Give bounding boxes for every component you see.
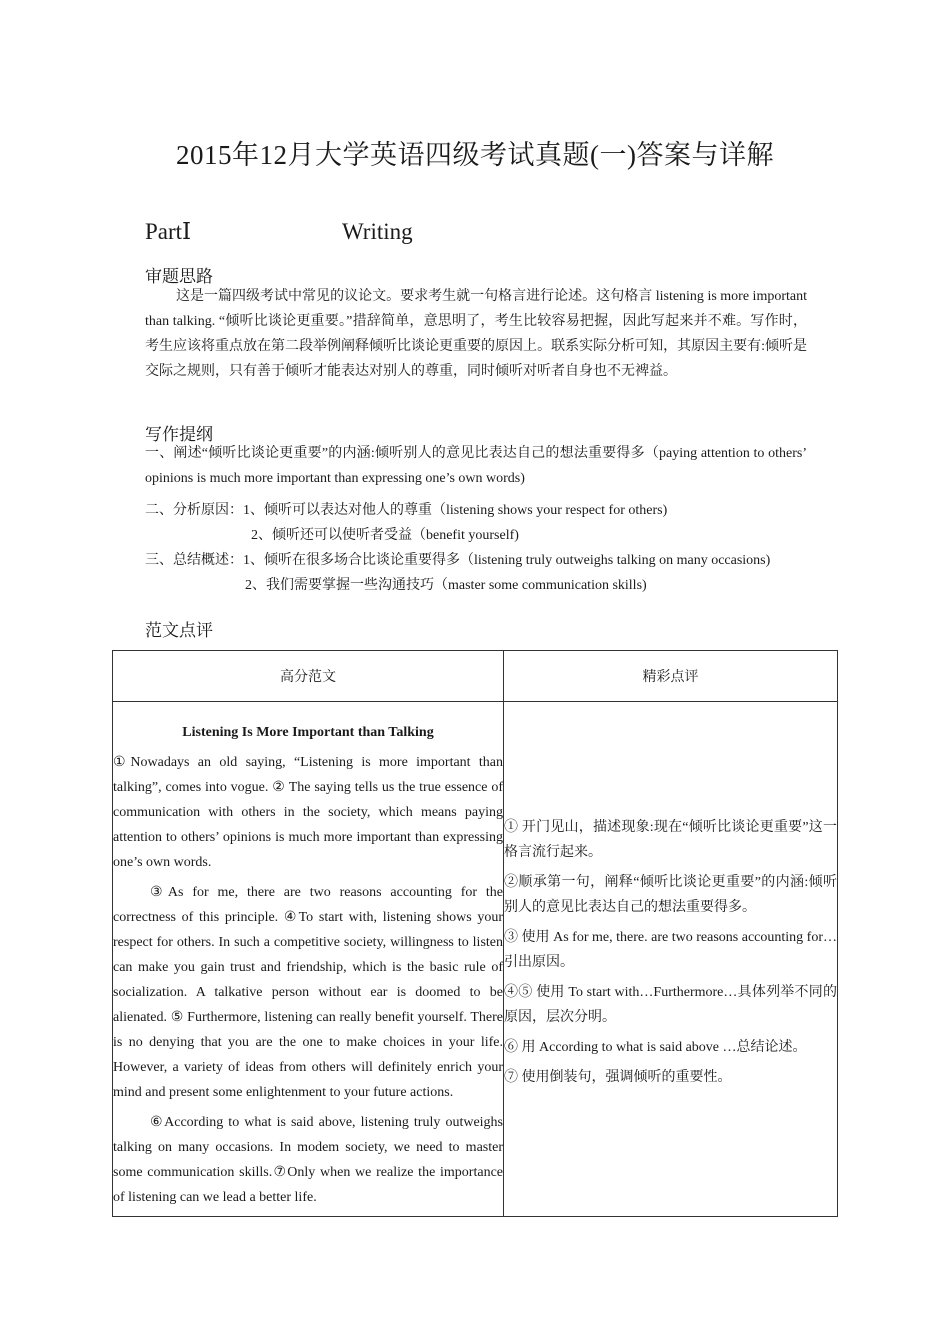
comment-1: ① 开门见山，描述现象:现在“倾听比谈论更重要”这一格言流行起来。 [504, 820, 837, 860]
outline-item-3a: 三、总结概述：1、倾听在很多场合比谈论重要得多（listening truly outweighs talking on many occasions) [145, 553, 771, 568]
part-label: PartⅠ [145, 219, 192, 244]
table-header-row [113, 651, 838, 702]
part-heading [145, 219, 413, 245]
outline-heading: 写作提纲 [145, 425, 213, 444]
comment-2: ②顺承第一句，阐释“倾听比谈论更重要”的内涵:倾听别人的意见比表达自己的想法重要得多。 [504, 875, 837, 915]
header-comments: 精彩点评 [504, 651, 838, 702]
outline-item-1: 一、阐述“倾听比谈论更重要”的内涵:倾听别人的意见比表达自己的想法重要得多（paying attention to others’ opinions is much more important than expressing one’s own words) [145, 446, 807, 486]
comment-4: ④⑤ 使用 To start with…Furthermore…具体列举不同的原因，层次分明。 [504, 985, 837, 1025]
comment-3: ③ 使用 As for me, there. are two reasons accounting for…引出原因。 [504, 930, 837, 970]
table-row [113, 702, 838, 1217]
document-title: 2015年12月大学英语四级考试真题(一)答案与详解 [176, 140, 774, 170]
essay-cell [113, 702, 504, 1217]
essay-paragraph-1: ①Nowadays an old saying, “Listening is more important than talking”, comes into vogue. ② The saying tells us the true essence of communication with others in the society, which means paying attention to others’ opinions is much more important than expressing one’s own words. [113, 755, 503, 870]
comment-5: ⑥ 用 According to what is said above …总结论述。 [504, 1040, 807, 1055]
outline-item-2a: 二、分析原因：1、倾听可以表达对他人的尊重（listening shows your respect for others) [145, 503, 668, 518]
analysis-heading: 审题思路 [145, 267, 213, 286]
outline-item-2b: 2、倾听还可以使听者受益（benefit yourself) [251, 528, 519, 543]
part-name: Writing [342, 219, 413, 244]
essay-title: Listening Is More Important than Talking [182, 725, 434, 740]
header-essay: 高分范文 [113, 651, 504, 702]
comment-6: ⑦ 使用倒装句，强调倾听的重要性。 [504, 1070, 732, 1085]
analysis-paragraph: 这是一篇四级考试中常见的议论文。要求考生就一句格言进行论述。这句格言 listening is more important than talking. “倾听比谈论更重要。”措辞简单，意思明了，考生比较容易把握，因此写起来并不难。写作时，考生应该将重点放在第二段举例阐释倾听比谈论更重要的原因上。联系实际分析可知，其原因主要有:倾听是交际之规则，只有善于倾听才能表达对别人的尊重，同时倾听对听者自身也不无裨益。 [145, 289, 807, 379]
comments-cell [504, 702, 838, 1217]
review-heading: 范文点评 [145, 621, 213, 640]
outline-item-3b: 2、我们需要掌握一些沟通技巧（master some communication skills) [245, 578, 647, 593]
review-table [112, 650, 838, 1217]
essay-paragraph-2: ③As for me, there are two reasons accounting for the correctness of this principle. ④To start with, listening shows your respect for others. In such a competitive society, willingness to listen can make you gain trust and friendship, which is the basic rule of socialization. A talkative person without ear is doomed to be alienated. ⑤ Furthermore, listening can really benefit yourself. There is no denying that you are the one to make choices in your life. However, a variety of ideas from others will definitely enrich your mind and present some enlightenment to your future actions. [113, 885, 503, 1100]
essay-paragraph-3: ⑥According to what is said above, listening truly outweighs talking on many occasions. In modem society, we need to master some communication skills.⑦Only when we realize the importance of listening can we lead a better life. [113, 1115, 503, 1205]
